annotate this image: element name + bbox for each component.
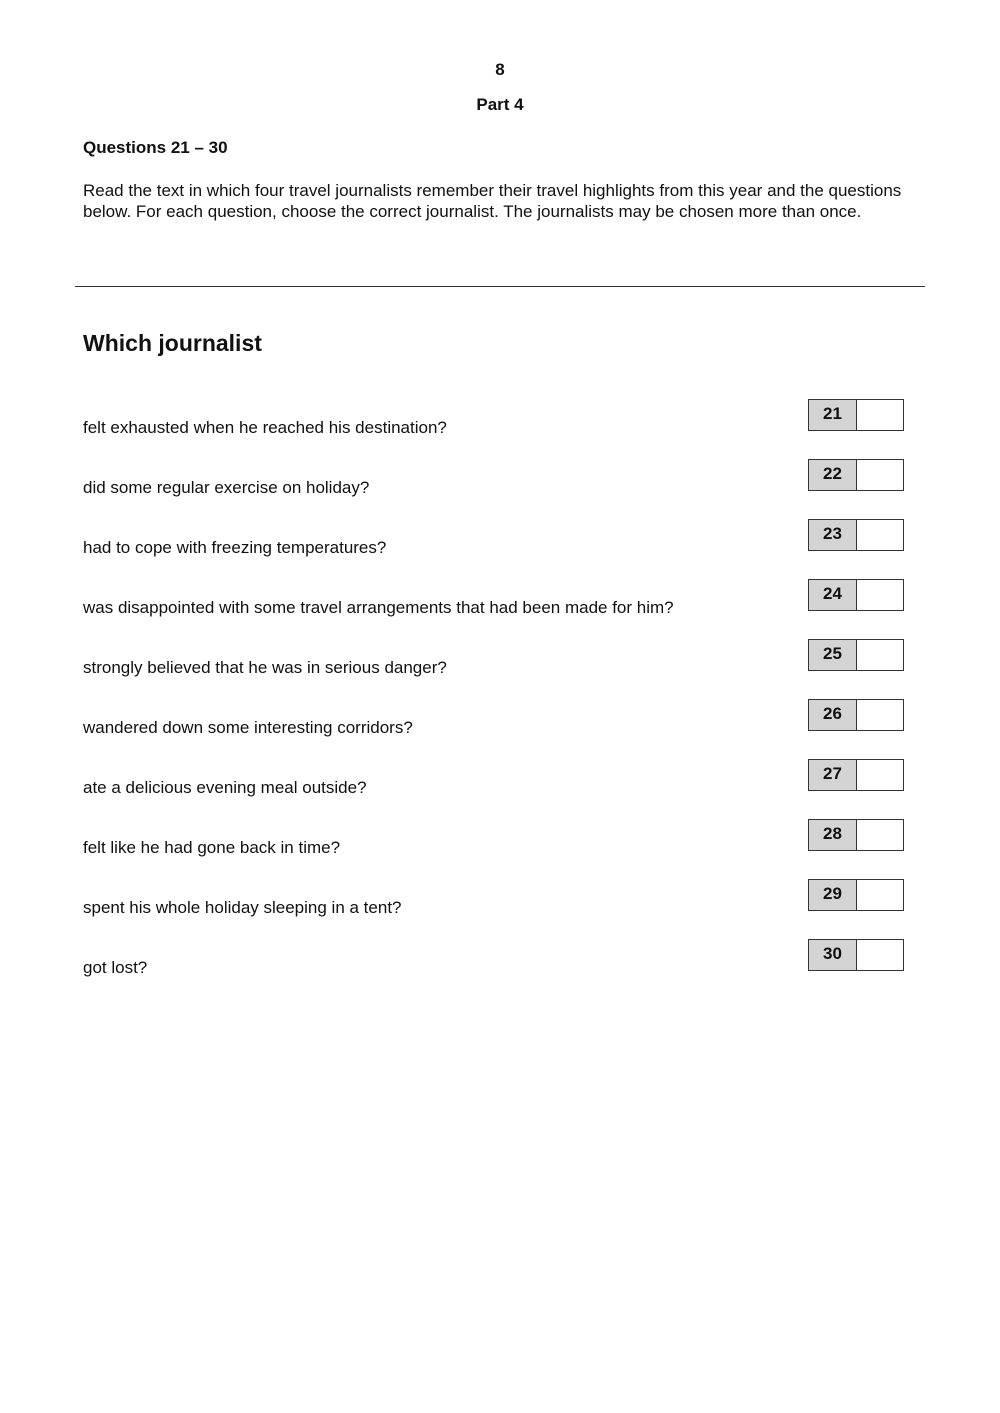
answer-input[interactable] (857, 580, 903, 610)
question-row (0, 818, 1000, 878)
answer-box (808, 939, 904, 971)
answer-box (808, 519, 904, 551)
question-text: felt exhausted when he reached his destination? (83, 418, 447, 437)
question-text: was disappointed with some travel arrangements that had been made for him? (83, 598, 674, 617)
question-row (0, 458, 1000, 518)
part-title: Part 4 (476, 95, 524, 114)
question-number: 30 (809, 940, 857, 970)
answer-input[interactable] (857, 460, 903, 490)
question-text: strongly believed that he was in serious danger? (83, 658, 447, 677)
answer-box (808, 759, 904, 791)
page-number: 8 (495, 60, 505, 79)
answer-input[interactable] (857, 700, 903, 730)
question-row (0, 938, 1000, 998)
answer-box (808, 699, 904, 731)
answer-input[interactable] (857, 820, 903, 850)
answer-box (808, 639, 904, 671)
answer-box (808, 579, 904, 611)
question-row (0, 878, 1000, 938)
question-row (0, 578, 1000, 638)
question-number: 29 (809, 880, 857, 910)
answer-box (808, 399, 904, 431)
question-row (0, 758, 1000, 818)
question-row (0, 638, 1000, 698)
question-number: 21 (809, 400, 857, 430)
instructions-paragraph: Read the text in which four travel journalists remember their travel highlights from this year and the questions below. For each question, choose the correct journalist. The journalists may be chosen more than once. (83, 181, 902, 221)
answer-input[interactable] (857, 760, 903, 790)
question-number: 25 (809, 640, 857, 670)
answer-box (808, 819, 904, 851)
answer-input[interactable] (857, 880, 903, 910)
question-list (0, 398, 1000, 998)
question-text: ate a delicious evening meal outside? (83, 778, 367, 797)
question-text: felt like he had gone back in time? (83, 838, 341, 857)
question-number: 23 (809, 520, 857, 550)
question-text: had to cope with freezing temperatures? (83, 538, 387, 557)
answer-box (808, 879, 904, 911)
question-text: did some regular exercise on holiday? (83, 478, 370, 497)
question-text: got lost? (83, 958, 148, 977)
answer-input[interactable] (857, 520, 903, 550)
answer-input[interactable] (857, 640, 903, 670)
question-number: 28 (809, 820, 857, 850)
section-divider (75, 286, 925, 287)
question-number: 24 (809, 580, 857, 610)
section-heading: Which journalist (83, 330, 262, 356)
question-row (0, 518, 1000, 578)
question-number: 26 (809, 700, 857, 730)
question-number: 22 (809, 460, 857, 490)
question-row (0, 398, 1000, 458)
question-text: wandered down some interesting corridors? (83, 718, 413, 737)
questions-range-heading: Questions 21 – 30 (83, 138, 228, 157)
question-row (0, 698, 1000, 758)
question-text: spent his whole holiday sleeping in a tent? (83, 898, 402, 917)
answer-box (808, 459, 904, 491)
question-number: 27 (809, 760, 857, 790)
answer-input[interactable] (857, 400, 903, 430)
answer-input[interactable] (857, 940, 903, 970)
